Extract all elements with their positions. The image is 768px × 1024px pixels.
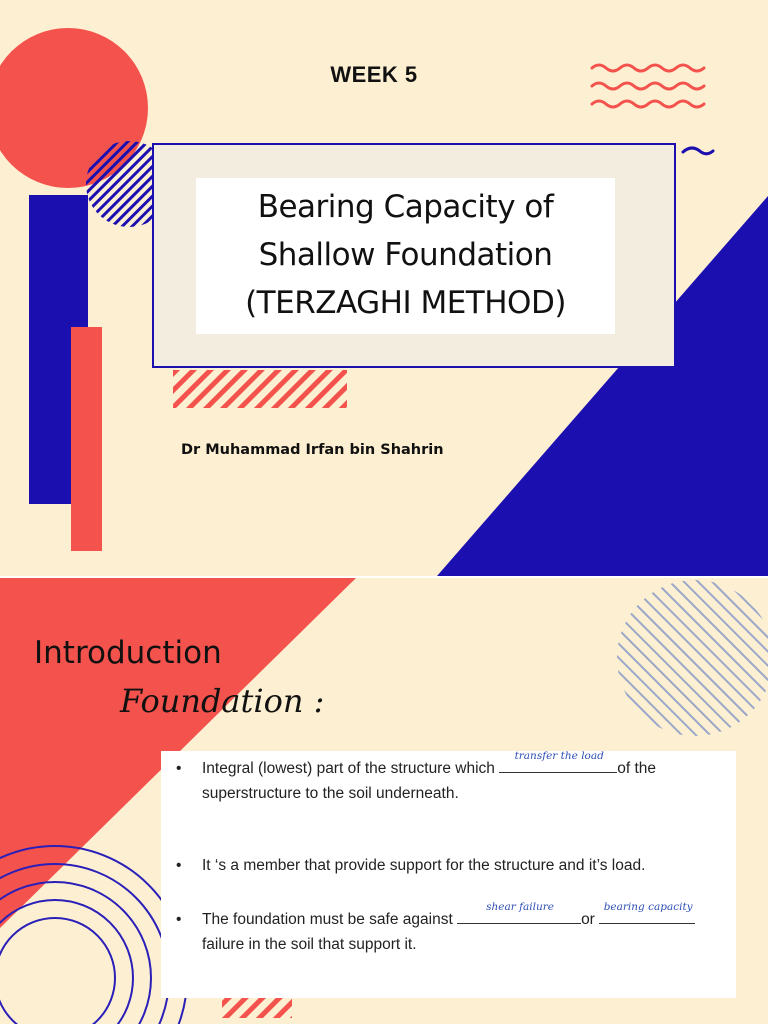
author-name: Dr Muhammad Irfan bin Shahrin xyxy=(181,442,444,458)
bullet-text: The foundation must be safe against xyxy=(202,911,458,928)
title-line-3: (TERZAGHI METHOD) xyxy=(245,285,566,321)
bullet-text: or xyxy=(581,911,600,928)
content-panel xyxy=(161,751,736,998)
bullet-marker: • xyxy=(176,857,182,874)
fill-in-blank xyxy=(599,901,695,924)
pale-hatched-circle xyxy=(610,578,768,748)
bullet-text: superstructure to the soil underneath. xyxy=(202,785,459,802)
fill-in-blank xyxy=(457,901,581,924)
week-label: WEEK 5 xyxy=(330,62,418,87)
title-card xyxy=(196,178,615,334)
bullet-marker: • xyxy=(176,911,182,928)
red-hatch-patch xyxy=(173,370,347,408)
fill-in-blank xyxy=(499,750,617,773)
handwritten-answer: shear failure xyxy=(486,901,554,913)
bullet-text: of the xyxy=(617,760,656,777)
section-subheading: Foundation : xyxy=(120,682,325,720)
handwritten-answer: transfer the load xyxy=(514,750,604,762)
section-heading: Introduction xyxy=(34,635,222,671)
bullet-text: Integral (lowest) part of the structure which xyxy=(202,760,500,777)
blue-wave-mark xyxy=(683,148,713,154)
handwritten-answer: bearing capacity xyxy=(603,901,693,913)
introduction-slide xyxy=(0,576,768,1024)
bullet-marker: • xyxy=(176,760,182,777)
bullet-text: failure in the soil that support it. xyxy=(202,936,417,953)
red-bar-shape xyxy=(71,327,102,551)
bullet-text: It ‘s a member that provide support for the structure and it’s load. xyxy=(202,857,646,874)
title-line-1: Bearing Capacity of xyxy=(257,189,554,225)
title-line-2: Shallow Foundation xyxy=(258,237,553,273)
red-hatch-strip xyxy=(222,998,292,1018)
